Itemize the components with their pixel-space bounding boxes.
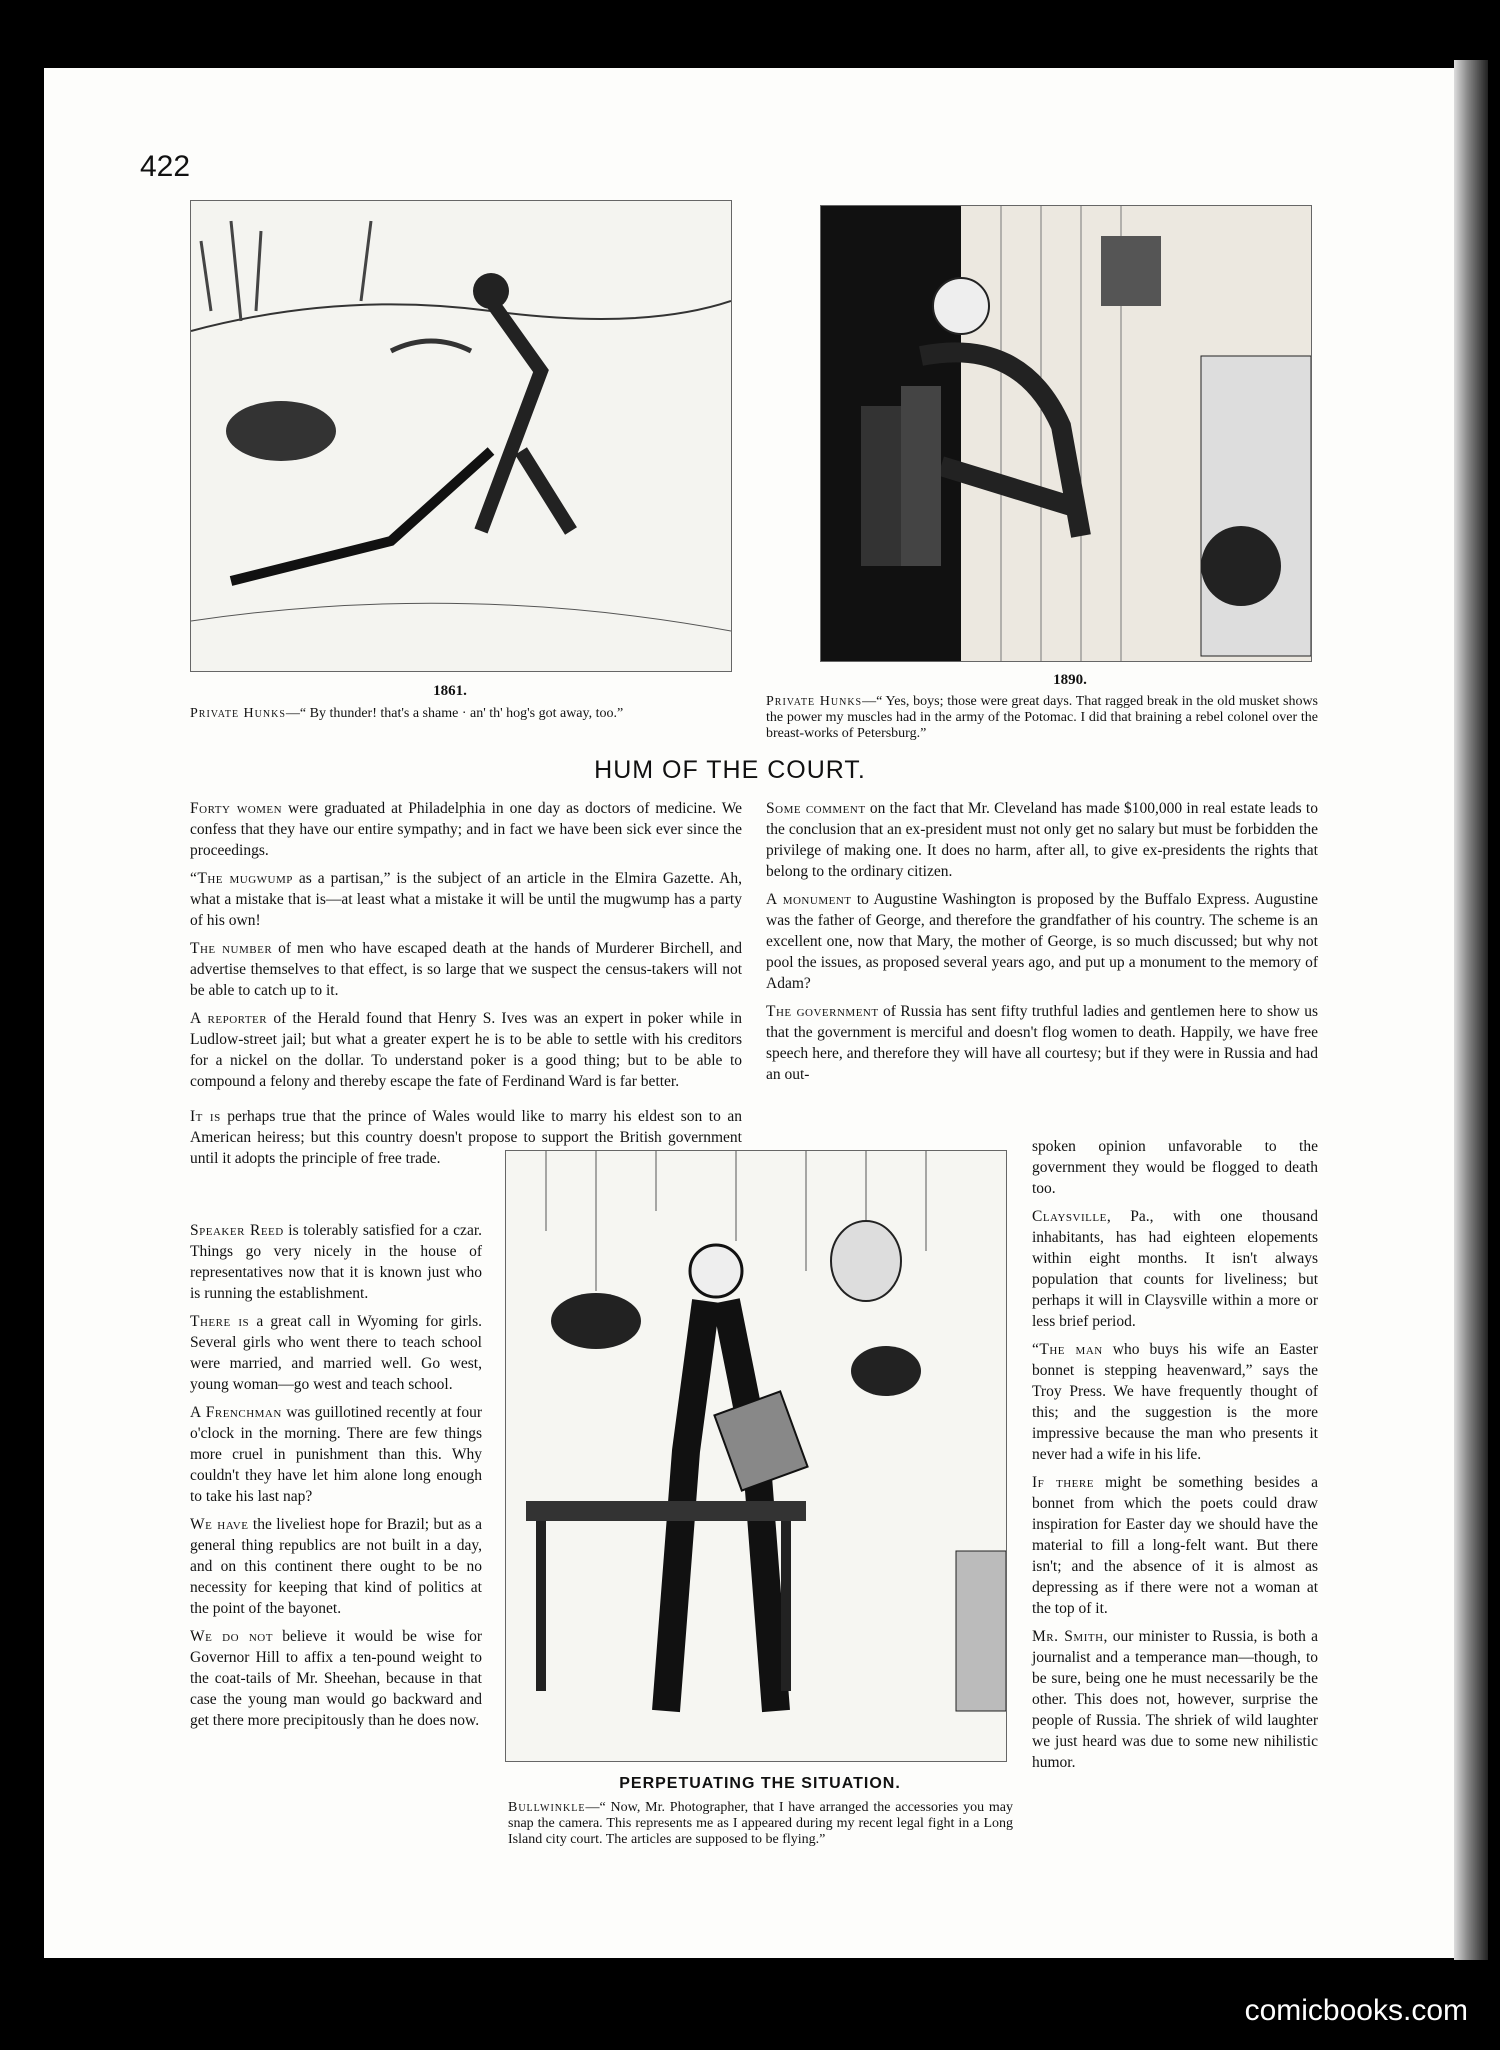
- paragraph-lead: We have: [190, 1516, 249, 1533]
- paragraph-lead: Some comment: [766, 800, 866, 817]
- illustration-1861: [190, 200, 732, 672]
- paragraph: [766, 1001, 1318, 1085]
- paragraph: [1032, 1339, 1318, 1465]
- paragraph-lead: Mr. Smith: [1032, 1628, 1104, 1645]
- paragraph: [190, 1402, 482, 1507]
- cartoon-illustration: [505, 1150, 1007, 1762]
- left-narrow-column: [190, 1220, 482, 1738]
- paragraph-lead: We do not: [190, 1628, 273, 1645]
- paragraph-text: the liveliest hope for Brazil; but as a general thing republics are not built in a day, and on this continent there ought to be no necessity for keeping that kind of politics at the point of the bayonet.: [190, 1516, 482, 1617]
- left-column: [190, 798, 742, 1099]
- paragraph-text: perhaps true that the prince of Wales would like to marry his eldest son to an American heiress; but this country doesn't propose to support the British government until it adopts the principle of free trade.: [190, 1108, 743, 1167]
- paragraph-text: as a partisan,” is the subject of an article in the Elmira Gazette. Ah, what a mistake that is—at least what a mistake it will be until the mugwump has a party of his own!: [190, 870, 742, 929]
- caption-speaker: Private Hunks: [190, 706, 286, 721]
- paragraph-lead: A Frenchman: [190, 1404, 282, 1421]
- caption-1861: [190, 706, 750, 722]
- paragraph: [190, 798, 742, 861]
- caption-speaker: Private Hunks: [766, 694, 863, 709]
- paragraph-text: to Augustine Washington is proposed by the Buffalo Express. Augustine was the father of George, and therefore the grandfather of his country. The scheme is an excellent one, now that Mary, the mother of George, is so much discussed; but why not pool the issues, as proposed several years ago, and put up a monument to the memory of Adam?: [766, 891, 1318, 992]
- paragraph-lead: “The mugwump: [190, 870, 293, 887]
- paragraph-text: , our minister to Russia, is both a journalist and a temperance man—though, to be sure, being one he must necessarily be the other. This does not, however, surprise the people of Russia. The shriek of wild laughter we just heard was due to some new nihilistic humor.: [1032, 1628, 1318, 1771]
- paragraph-text: might be something besides a bonnet from which the poets could draw inspiration for Easter day we should have the material to fill a long-felt want. But there isn't; and the absence of it is almost as depressing as if there were not a woman at the top of it.: [1032, 1474, 1319, 1617]
- paragraph-text: is tolerably satisfied for a czar. Things go very nicely in the house of representatives now that it is known just who is running the establishment.: [190, 1222, 483, 1302]
- paragraph-text: were graduated at Philadelphia in one day as doctors of medicine. We confess that they have our entire sympathy; and in fact we have been sick ever since the proceedings.: [190, 800, 742, 859]
- paragraph-lead: The government: [766, 1003, 879, 1020]
- paragraph-text: on the fact that Mr. Cleveland has made $100,000 in real estate leads to the conclusion that an ex-president must not only get no salary but must be forbidden the privilege of making one. It does no harm, after all, to give ex-presidents the rights that belong to the ordinary citizen.: [766, 800, 1318, 880]
- paragraph-text: spoken opinion unfavorable to the government they would be flogged to death too.: [1032, 1138, 1318, 1197]
- paragraph-text: believe it would be wise for Governor Hill to affix a ten-pound weight to the coat-tails of Mr. Sheehan, because in that case the young man would go backward and get there more precipitously than he does now.: [190, 1628, 482, 1729]
- paragraph-text: who buys his wife an Easter bonnet is stepping heavenward,” says the Troy Press. We have frequently thought of this; and the suggestion is the more impressive because the man who presents it never had a wife in his life.: [1032, 1341, 1318, 1463]
- caption-year-1890: 1890.: [1053, 672, 1087, 688]
- caption-1890: [766, 694, 1318, 742]
- paragraph: [190, 868, 742, 931]
- right-narrow-column: [1032, 1136, 1318, 1780]
- caption-year-1861: 1861.: [433, 683, 467, 699]
- illustration-1890: [820, 205, 1312, 662]
- paragraph-text: was guillotined recently at four o'clock in the morning. There are few things more cruel in punishment than this. Why couldn't they have let him alone long enough to take his last nap?: [190, 1404, 482, 1505]
- paragraph-lead: Speaker Reed: [190, 1222, 284, 1239]
- caption-quote: —“ By thunder! that's a shame · an' th' hog's got away, too.”: [285, 706, 624, 721]
- paragraph-text: a great call in Wyoming for girls. Several girls who went there to teach school were married, and married well. Go west, young woman—go west and teach school.: [190, 1313, 482, 1393]
- page-number: 422: [140, 150, 191, 183]
- paragraph-text: , Pa., with one thousand inhabitants, has had eighteen elopements within eight months. It isn't always population that counts for liveliness; but perhaps it will in Claysville within a more or less brief period.: [1032, 1208, 1318, 1330]
- paragraph: [190, 1311, 482, 1395]
- caption-speaker: Bullwinkle: [508, 1800, 586, 1815]
- cartoon-title: PERPETUATING THE SITUATION.: [619, 1775, 901, 1792]
- caption-quote: —“ Now, Mr. Photographer, that I have arranged the accessories you may snap the camera. This represents me as I appeared during my recent legal fight in a Long Island city court. The articles are supposed to be flying.”: [508, 1800, 1013, 1847]
- paragraph: [766, 798, 1318, 882]
- paragraph-lead: A monument: [766, 891, 852, 908]
- paragraph-lead: The number: [190, 940, 273, 957]
- cartoon-caption: [508, 1800, 1013, 1848]
- paragraph-lead: Forty women: [190, 800, 283, 817]
- paragraph-lead: A reporter: [190, 1010, 268, 1027]
- watermark: comicbooks.com: [1244, 1994, 1468, 2027]
- paragraph-text: of men who have escaped death at the hands of Murderer Birchell, and advertise themselves to that effect, is so large that we suspect the census-takers will not be able to catch up to it.: [190, 940, 742, 999]
- article-title: HUM OF THE COURT.: [594, 756, 866, 784]
- caption-quote: —“ Yes, boys; those were great days. That ragged break in the old musket shows the power my muscles had in the army of the Potomac. I did that braining a rebel colonel over the breast-works of Petersburg.”: [766, 694, 1318, 741]
- paragraph-text: of Russia has sent fifty truthful ladies and gentlemen here to show us that the government is merciful and doesn't flog women to death. Happily, we have free speech here, and therefore they will have all courtesy; but if they were in Russia and had an out-: [766, 1003, 1318, 1083]
- paragraph-lead: There is: [190, 1313, 250, 1330]
- paragraph-lead: Claysville: [1032, 1208, 1107, 1225]
- paragraph: [190, 1008, 742, 1092]
- paragraph-lead: “The man: [1032, 1341, 1103, 1358]
- paragraph: [1032, 1626, 1318, 1773]
- paragraph: [1032, 1472, 1318, 1619]
- paragraph: [190, 1220, 482, 1304]
- paragraph: [766, 889, 1318, 994]
- paragraph: [190, 1514, 482, 1619]
- paragraph-text: of the Herald found that Henry S. Ives was an expert in poker while in Ludlow-street jail; but what a greater expert he is to be able to settle with his creditors for a nickel on the dollar. To understand poker is a good thing; but to be able to compound a felony and thereby escape the fate of Ferdinand Ward is far better.: [190, 1010, 742, 1090]
- paragraph: [1032, 1206, 1318, 1332]
- paragraph: [190, 1626, 482, 1731]
- page-edge: [1454, 60, 1488, 1960]
- paragraph: [190, 938, 742, 1001]
- paragraph: [1032, 1136, 1318, 1199]
- right-column: [766, 798, 1318, 1092]
- paragraph-lead: It is: [190, 1108, 221, 1125]
- paragraph-lead: If there: [1032, 1474, 1094, 1491]
